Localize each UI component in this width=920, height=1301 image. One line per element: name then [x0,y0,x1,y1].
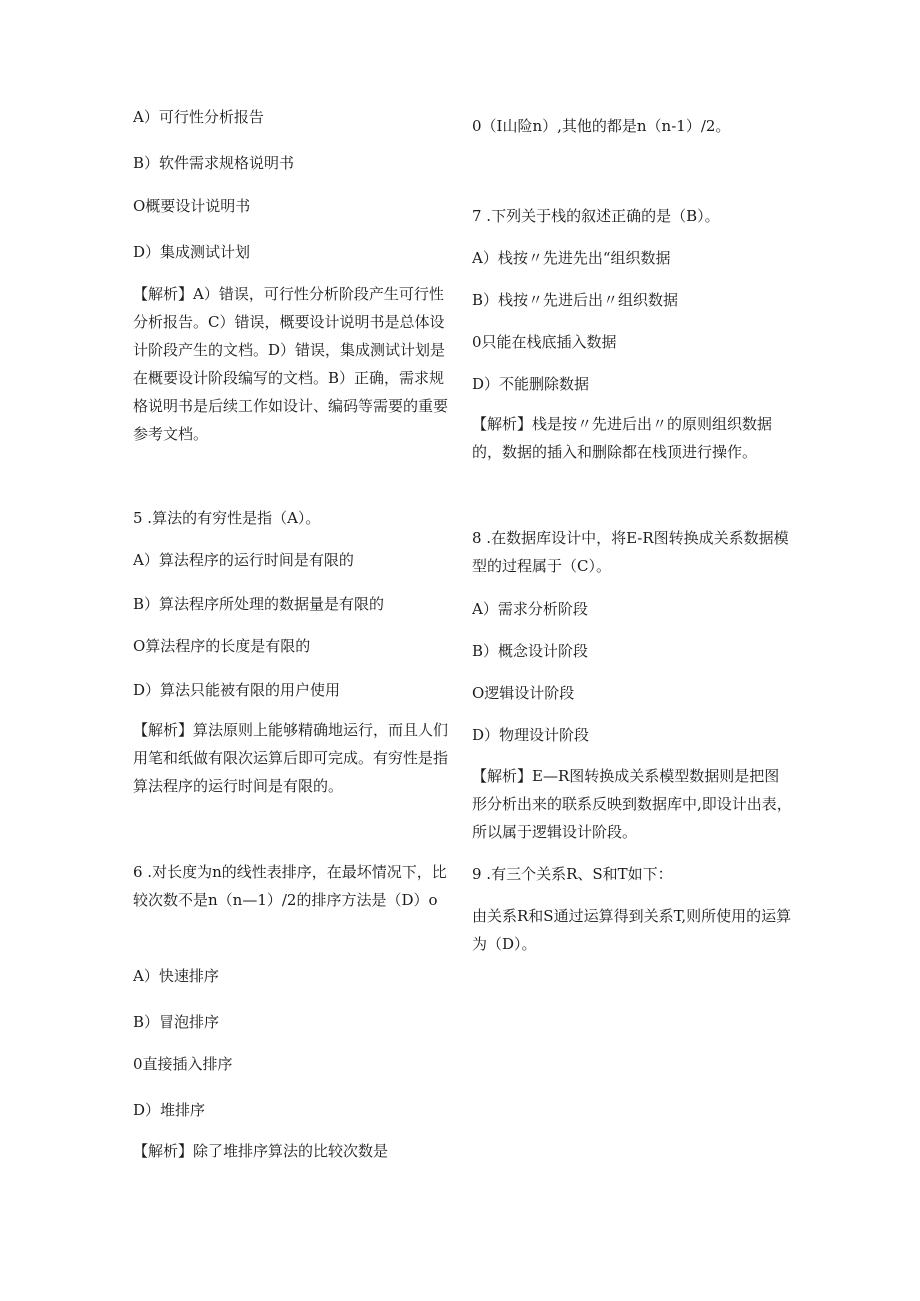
q8-analysis: 【解析】E—R图转换成关系模型数据则是把图形分析出来的联系反映到数据库中,即设计出表，所以属于逻辑设计阶段。 [472,767,792,841]
q9-stem: 9 .有三个关系R、S和T如下： [472,865,673,883]
q5-stem: 5 .算法的有穷性是指（A）。 [133,509,321,527]
q6-stem: 6 .对长度为n的线性表排序，在最坏情况下，比较次数不是n（n—1）/2的排序方法是（D）o [133,863,447,909]
q6-analysis-start: 【解析】除了堆排序算法的比较次数是 [133,1142,389,1160]
q8-option-a: A）需求分析阶段 [472,600,588,618]
q5-option-d: D）算法只能被有限的用户使用 [133,681,341,699]
q5-option-c: O算法程序的长度是有限的 [133,637,311,655]
q7-option-a: A）栈按〃先进先出“组织数据 [472,249,671,267]
q8-stem: 8 .在数据库设计中，将E-R图转换成关系数据模型的过程属于（C）。 [472,529,789,575]
q4-option-d: D）集成测试计划 [133,243,251,261]
q5-analysis: 【解析】算法原则上能够精确地运行，而且人们用笔和纸做有限次运算后即可完成。有穷性是指算法程序的运行时间是有限的。 [133,721,449,795]
q9-text: 由关系R和S通过运算得到关系T,则所使用的运算为（D）。 [472,907,792,953]
q7-stem: 7 .下列关于栈的叙述正确的是（B）。 [472,207,720,225]
q7-option-c: 0只能在栈底插入数据 [472,333,617,351]
q8-option-d: D）物理设计阶段 [472,726,590,744]
q4-option-c: O概要设计说明书 [133,197,251,215]
q7-option-d: D）不能删除数据 [472,375,590,393]
q5-option-b: B）算法程序所处理的数据量是有限的 [133,595,385,613]
q6-option-c: 0直接插入排序 [133,1055,233,1073]
q6-option-d: D）堆排序 [133,1101,206,1119]
q7-analysis: 【解析】栈是按〃先进后出〃的原则组织数据的，数据的插入和删除都在栈顶进行操作。 [472,415,773,461]
q4-option-b: B）软件需求规格说明书 [133,154,295,172]
q7-option-b: B）栈按〃先进后出〃组织数据 [472,291,679,309]
q6-option-a: A）快速排序 [133,967,219,985]
q8-option-b: B）概念设计阶段 [472,642,589,660]
q6-analysis-end: 0（I山险n）,其他的都是n（n-1）/2。 [472,117,731,135]
q4-analysis: 【解析】A）错误，可行性分析阶段产生可行性分析报告。C）错误，概要设计说明书是总体设计阶段产生的文档。D）错误，集成测试计划是在概要设计阶段编写的文档。B）正确，需求规格说明书是后续工作如设计、编码等需要的重要参考文档。 [133,285,449,443]
q4-option-a: A）可行性分析报告 [133,108,264,126]
q6-option-b: B）冒泡排序 [133,1013,220,1031]
q8-option-c: O逻辑设计阶段 [472,684,575,702]
q5-option-a: A）算法程序的运行时间是有限的 [133,551,354,569]
